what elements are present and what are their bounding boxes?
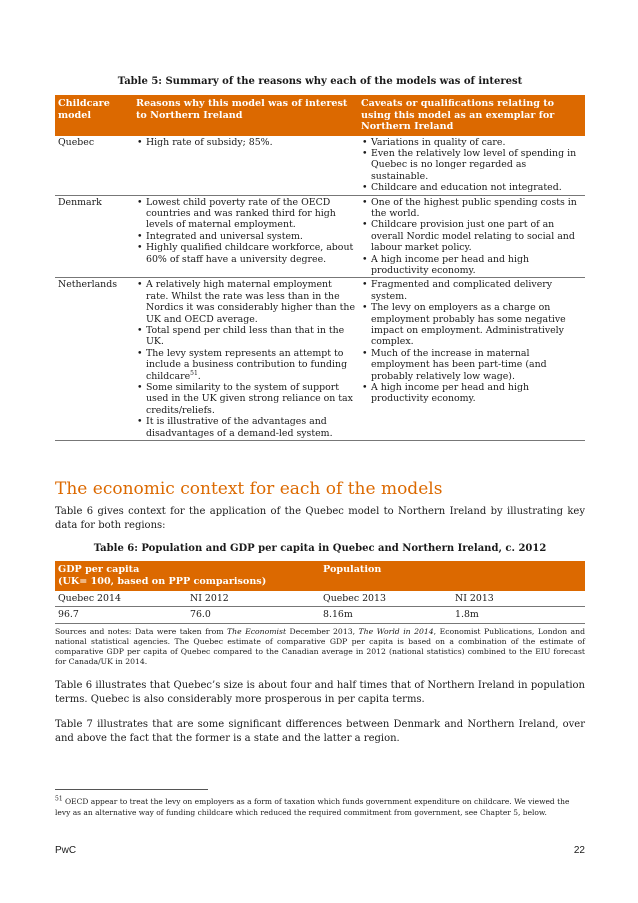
paragraph: Table 6 illustrates that Quebec’s size is about four and half times that of Northern Ireland in population terms. Quebec is also considerably more prosperous in per capita terms. (55, 680, 585, 705)
list-item: • It is illustrative of the advantages and disadvantages of a demand-led system. (136, 416, 355, 439)
table6-label: Quebec 2013 (320, 591, 452, 607)
table6-value: 1.8m (452, 607, 585, 623)
table6-value-row (55, 607, 585, 623)
list-item: • Childcare provision just one part of an overall Nordic model relating to social and labour market policy. (361, 219, 582, 253)
list-item: • A high income per head and high productivity economy. (361, 382, 582, 405)
table6-value: 8.16m (320, 607, 452, 623)
list-item: • The levy on employers as a charge on employment probably has some negative impact on employment. Administratively complex. (361, 302, 582, 348)
list-item: • Highly qualified childcare workforce, about 60% of staff have a university degree. (136, 242, 355, 265)
page-number: 22 (573, 845, 585, 856)
table6-value: 76.0 (187, 607, 320, 623)
table6-sources-note (55, 627, 585, 667)
list-item: • Lowest child poverty rate of the OECD countries and was ranked third for high levels of maternal employment. (136, 197, 355, 231)
table5-row-denmark (55, 195, 585, 278)
footnote (55, 796, 585, 818)
table5-cell-caveats (358, 278, 585, 441)
table5 (55, 95, 585, 441)
table6-header-population: Population (320, 561, 585, 591)
footer-org: PwC (55, 845, 77, 856)
table5-cell-model: Netherlands (55, 278, 133, 441)
table6-label: NI 2013 (452, 591, 585, 607)
table6 (55, 561, 585, 624)
paragraph: Table 7 illustrates that are some significant differences between Denmark and Northern Ireland, over and above the fact that the former is a state and the latter a region. (55, 719, 585, 744)
list-item: • Integrated and universal system. (136, 231, 355, 242)
note-text: December 2013, (286, 627, 359, 636)
table6-header-row (55, 561, 585, 591)
list-item: • Some similarity to the system of support used in the UK given strong reliance on tax credits/reliefs. (136, 382, 355, 416)
list-item: • One of the highest public spending costs in the world. (361, 197, 582, 220)
list-item: • Fragmented and complicated delivery system. (361, 279, 582, 302)
list-item: • Childcare and education not integrated. (361, 182, 582, 193)
table5-cell-model: Denmark (55, 195, 133, 278)
section-intro: Table 6 gives context for the application of the Quebec model to Northern Ireland by illustrating key data for both regions: (55, 506, 585, 531)
table6-label: NI 2012 (187, 591, 320, 607)
table5-cell-model: Quebec (55, 136, 133, 196)
note-source-title: The World in 2014 (358, 627, 434, 636)
list-item (136, 348, 355, 382)
section-heading: The economic context for each of the models (55, 479, 443, 499)
table5-row-quebec (55, 136, 585, 196)
page-footer (55, 845, 585, 856)
table5-header-reasons: Reasons why this model was of interest to Northern Ireland (133, 95, 358, 136)
footnote-text: OECD appear to treat the levy on employers as a form of taxation which funds government expenditure on childcare. We viewed the levy as an alternative way of funding childcare which reduced the required commitment from government, see Chapter 5, below. (55, 797, 570, 817)
note-source-title: The Economist (227, 627, 287, 636)
footnote-ref[interactable]: 51 (190, 369, 198, 377)
table5-row-netherlands (55, 278, 585, 441)
table5-caption: Table 5: Summary of the reasons why each of the models was of interest (117, 76, 523, 87)
list-item: • Variations in quality of care. (361, 137, 582, 148)
footnote-divider (55, 789, 208, 790)
levy-text: The levy system represents an attempt to include a business contribution to funding childcare (146, 347, 348, 382)
table5-header-row (55, 95, 585, 136)
table5-header-caveats: Caveats or qualifications relating to using this model as an exemplar for Northern Ireland (358, 95, 585, 136)
table6-label-row (55, 591, 585, 607)
note-text: Sources and notes: Data were taken from (55, 627, 228, 636)
note-text: , Economist Publications, London and national statistical agencies. The Quebec estimate of comparative GDP per capita is based on a combination of the estimate of comparative GDP per capita of Quebec compared to the Canadian average in 2012 (national statistics) combined to the EIU forecast for Canada/UK in 2014. (55, 627, 585, 666)
table5-header-model: Childcare model (55, 95, 133, 136)
list-item: • High rate of subsidy; 85%. (136, 137, 355, 148)
levy-tail: . (197, 370, 201, 382)
table6-value: 96.7 (55, 607, 187, 623)
list-item: • A relatively high maternal employment rate. Whilst the rate was less than in the Nordics it was considerably higher than the UK and OECD average. (136, 279, 355, 325)
footnote-number: 51 (55, 795, 63, 803)
table6-label: Quebec 2014 (55, 591, 187, 607)
table5-cell-reasons (133, 195, 358, 278)
table5-cell-caveats (358, 136, 585, 196)
list-item: • Much of the increase in maternal employment has been part-time (and probably relatively low wage). (361, 348, 582, 382)
table6-header-gdp (55, 561, 320, 591)
list-item: • Even the relatively low level of spending in Quebec is no longer regarded as sustainable. (361, 148, 582, 182)
table5-cell-caveats (358, 195, 585, 278)
gdp-header-line1: GDP per capita (58, 564, 140, 575)
table5-cell-reasons (133, 278, 358, 441)
list-item: • A high income per head and high productivity economy. (361, 254, 582, 277)
table6-caption: Table 6: Population and GDP per capita in Quebec and Northern Ireland, c. 2012 (93, 543, 547, 554)
table5-cell-reasons (133, 136, 358, 196)
list-item: • Total spend per child less than that in the UK. (136, 325, 355, 348)
gdp-header-line2: (UK= 100, based on PPP comparisons) (58, 575, 267, 587)
